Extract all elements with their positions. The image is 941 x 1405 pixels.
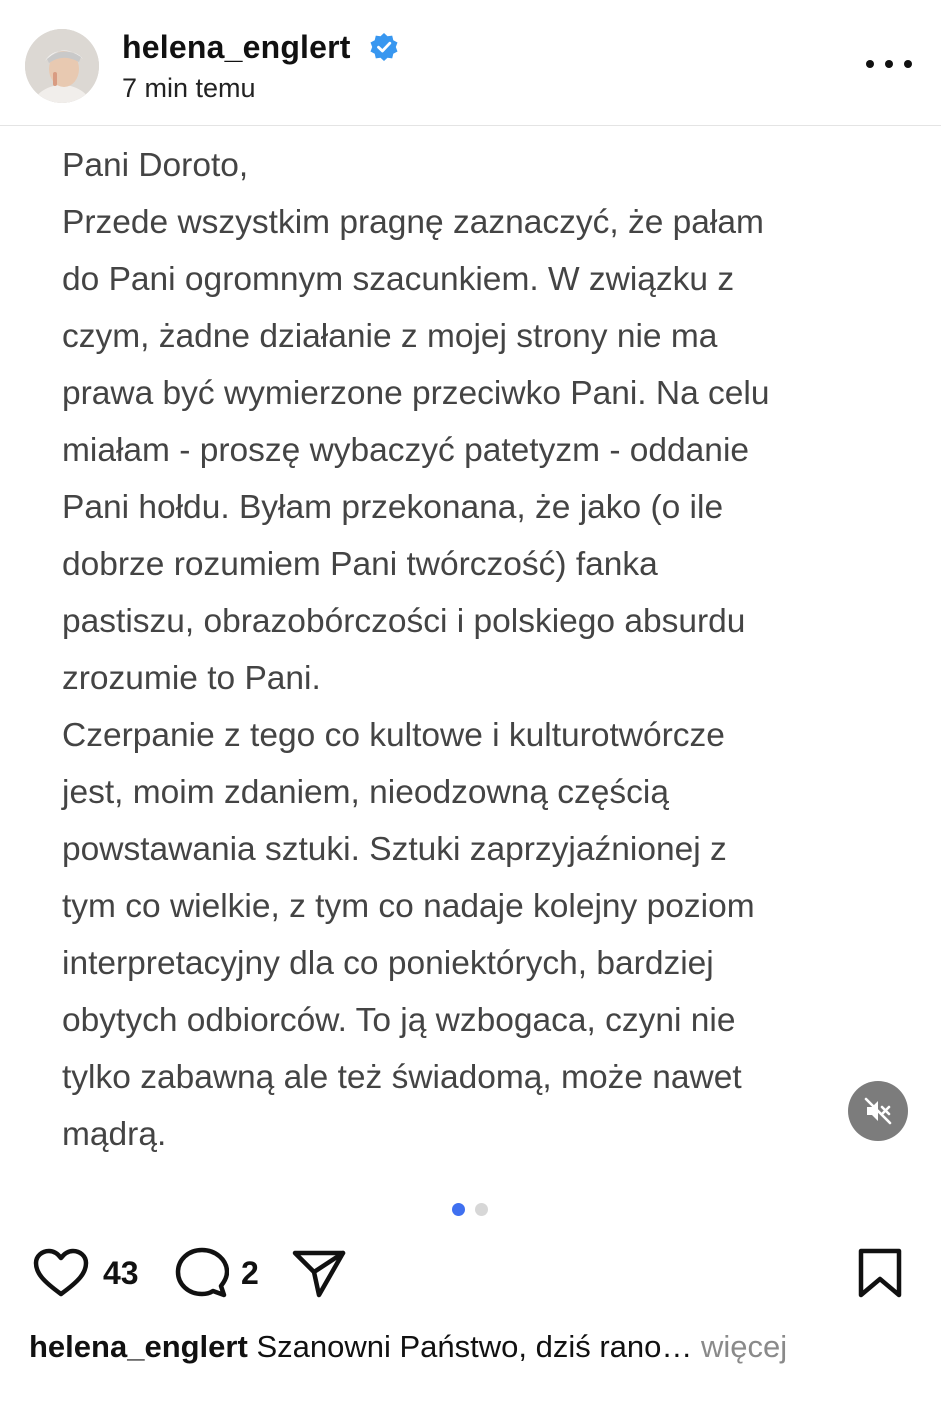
mute-button[interactable] <box>848 1081 908 1141</box>
carousel-dot <box>475 1203 488 1216</box>
bookmark-icon <box>857 1248 903 1298</box>
share-button[interactable] <box>292 1248 346 1298</box>
letter-line: dobrze rozumiem Pani twórczość) fanka <box>62 546 658 583</box>
letter-line: jest, moim zdaniem, nieodzowną częścią <box>62 774 669 811</box>
heart-icon <box>33 1248 89 1298</box>
action-bar <box>0 1240 941 1304</box>
more-horizontal-icon <box>885 60 893 68</box>
like-button[interactable] <box>33 1248 139 1298</box>
caption-username[interactable]: helena_englert <box>29 1329 248 1364</box>
letter-line: Pani Doroto, <box>62 147 249 184</box>
letter-line: obytych odbiorców. To ją wzbogaca, czyni nie <box>62 1002 736 1039</box>
avatar-image <box>25 29 99 103</box>
comment-count: 2 <box>241 1254 259 1291</box>
save-button[interactable] <box>857 1248 903 1298</box>
letter-line: tylko zabawną ale też świadomą, może nawet <box>62 1059 742 1096</box>
letter-line: Pani hołdu. Byłam przekonana, że jako (o ile <box>62 489 724 526</box>
letter-line: interpretacyjny dla co poniektórych, bardziej <box>62 945 714 982</box>
more-horizontal-icon <box>866 60 874 68</box>
muted-speaker-icon <box>862 1095 894 1127</box>
letter-line: powstawania sztuki. Sztuki zaprzyjaźnionej z <box>62 831 727 868</box>
more-options-button[interactable] <box>866 50 912 78</box>
like-count: 43 <box>103 1254 139 1291</box>
letter-line: tym co wielkie, z tym co nadaje kolejny poziom <box>62 888 755 925</box>
letter-line: zrozumie to Pani. <box>62 660 321 697</box>
verified-badge-icon <box>369 32 399 62</box>
carousel-dot-active <box>452 1203 465 1216</box>
comment-button[interactable] <box>175 1246 259 1300</box>
letter-line: Czerpanie z tego co kultowe i kulturotwórcze <box>62 717 725 754</box>
post-media[interactable] <box>0 127 941 1177</box>
letter-line: do Pani ogromnym szacunkiem. W związku z <box>62 261 735 298</box>
comment-bubble-icon <box>175 1246 229 1300</box>
letter-line: mądrą. <box>62 1116 167 1153</box>
letter-text <box>62 137 902 1163</box>
post-caption <box>29 1327 787 1367</box>
letter-line: Przede wszystkim pragnę zaznaczyć, że pałam <box>62 204 764 241</box>
caption-more-link[interactable]: więcej <box>701 1329 788 1364</box>
letter-line: miałam - proszę wybaczyć patetyzm - oddanie <box>62 432 750 469</box>
carousel-indicator <box>452 1203 488 1216</box>
more-horizontal-icon <box>904 60 912 68</box>
post-username[interactable]: helena_englert <box>122 29 351 65</box>
letter-line: pastiszu, obrazobórczości i polskiego absurdu <box>62 603 746 640</box>
avatar[interactable] <box>25 29 99 103</box>
caption-text: Szanowni Państwo, dziś rano… <box>256 1329 693 1364</box>
letter-line: czym, żadne działanie z mojej strony nie ma <box>62 318 718 355</box>
post-timestamp: 7 min temu <box>122 73 256 103</box>
letter-line: prawa być wymierzone przeciwko Pani. Na celu <box>62 375 770 412</box>
paper-plane-icon <box>292 1248 346 1298</box>
post-header <box>0 0 941 126</box>
